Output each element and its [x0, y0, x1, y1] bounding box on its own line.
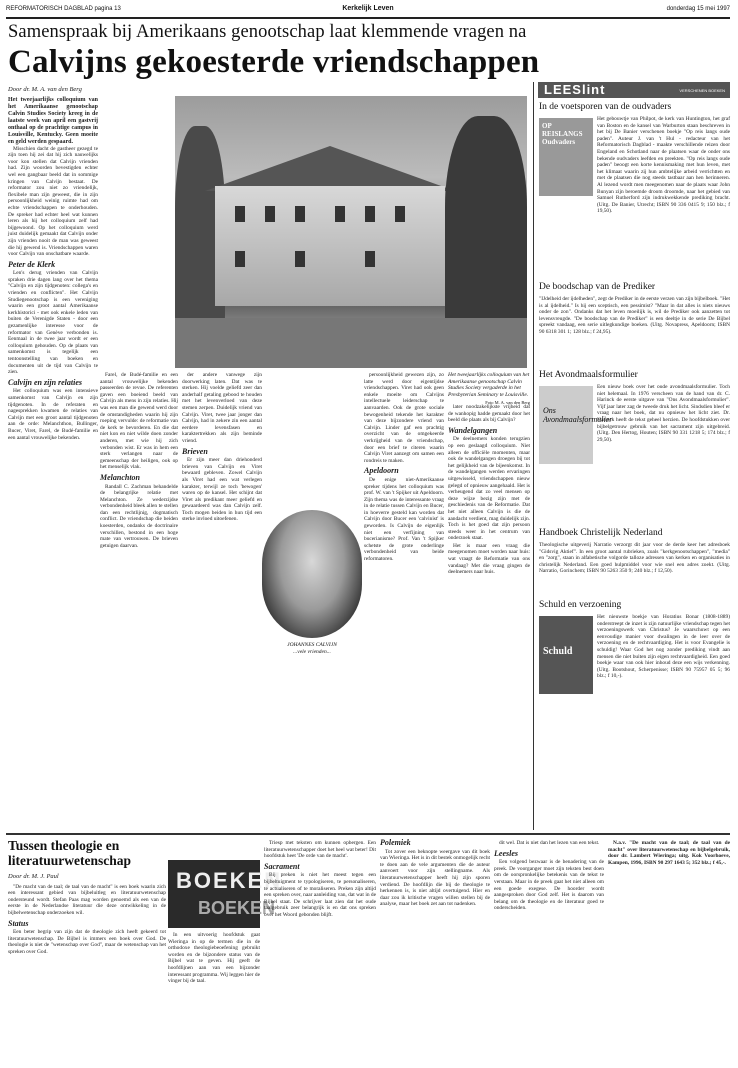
subhead-leesles: Leesles [494, 848, 518, 858]
photo-caption [448, 372, 530, 407]
subhead-polemiek: Polemiek [380, 838, 411, 847]
bottom-footnote: N.a.v. "De macht van de taal; de taal van de macht" over literatuurwetenschap en bijbelgebruik, door dr. Lambert Wieringa; uitg. Kok Voorhoeve, Kampen, 1996, ISBN 90 297 1643 5; 352 blz.; f 45,-. [608, 840, 730, 866]
masthead-rule [6, 17, 730, 19]
masthead-section: Kerkelijk Leven [342, 5, 394, 12]
bottom-column-6 [608, 840, 730, 1064]
bottom-paragraph: In een uitvoerig hoofdstuk gaat Wieringa in op de termen die in de orthodoxe theologiebeoefening gebruikt worden en de bijzondere status van de Bijbel wat te geven. Hij geeft de hoofdlijnen aan van een bijzonder interessant programma. Wij leggen hier de vinger bij de taal. [168, 932, 260, 985]
article-paragraph: Misschien dacht de gastheer gezegd te zijn toen hij zei dat hij zich nauwelijks voor kon stellen dat Calvijn vrienden had. Zijn woorden bevestigden echter wel een gangbaar beeld dat in sommige kringen van Calvijn bestaat. De reformator zou niet zo vriendelijk, flexibele man zijn geweest, die in zijn persoonlijkheid weinig ruimte had om echte vriendschappen te onderhouden. De spreker had echter heel wat kunnen leren als hij het colloquium zelf had bijgewoond. Op het colloquium werd juist duidelijk gemaakt dat Calvijn onder zijn vrienden nooit de man was geweest die hij gewend is. Vriendschappen waren voor Calvijn van onschatbare waarde. [8, 145, 98, 258]
book-cover-oudvaders [539, 118, 593, 196]
subhead-status: Status [8, 918, 29, 928]
subhead-apeldoorn: Apeldoorn [364, 466, 399, 476]
window [295, 206, 305, 222]
article-paragraph: De enige niet-Amerikaanse spreker tijdens het colloquium was prof. W. van 't Spijker uit Apeldoorn. Zijn thema was de interessante vraag in de relatie tussen Calvijn en Bucer, in hoeverre gesteld kan worden dat Calvijn door Bucer een 'calvinist' is geworden. Is Calvijn de eigenlijk niet een verfijning van bucerianisme? Prof. Van 't Spijker schetste de grote onderlinge verbondenheid van beide reformatoren. [364, 476, 444, 563]
photo-credit: Foto M. A. van den Berg [485, 400, 530, 405]
lawn-shape [175, 318, 527, 368]
article-byline: Door dr. M. A. van den Berg [8, 86, 82, 93]
bottom-paragraph: Een volgend bezwaar is de benadering van de preek. De voorganger moet zijn teksten best doen om de oorspronkelijke betekenis van de tekst te verstaan. Maar in de preek gaat het niet alleen om een goede exegese. De hoorder wordt aangesproken door God zelf. Het is daarom van belang om de theologie en de literatuur goed te onderscheiden. [494, 859, 604, 912]
sidebar-text-1: "IJdelheid der ijdelheden", zegt de Prediker in de eerste verzen van zijn bijbelboek. "Het is al ijdelheid." Is hij een sceptisch, een pessimist? "Maar in dat alles is niets nieuws onder de zon". Ondanks dat het leven moeilijk is, wil de Prediker ook aanzetten tot levensvreugde. "De boodschap van de Prediker" is een deeltje in de serie De Bijbel spreekt vandaag, een serie uitlegkundige boeken. (Uitg. Novapress, Apeldoorn; ISBN 90 6318 301 1; 128 blz.; f 24,95). [539, 296, 730, 335]
bottom-column-1 [8, 874, 166, 1064]
article-paragraph: De deelnemers konden terugzien op een geslaagd colloquium. Niet alleen de officiële momenten, maar ook de wandelgangen droegen bij tot het gelijkheid van de bijeenkomst. In de wandelgangen werden ervaringen uitgewisseld, vriendschappen nieuw gelegd of opnieuw aangehaald. Het is verheugend dat zo veel mensen op deze wijze bezig zijn met de geschiedenis van de Reformatie. Dat het niet alleen Calvijn is die de aandacht verdient, mag duidelijk zijn. Toch is het goed dat zijn persoon steeds weer in het centrum van onderzoek staat. [448, 436, 530, 542]
article-paragraph: later noodzakelijkste vrijheid dat de wanhopig hadde gemaakt door het beeld die plaats als bij Calvijn? [448, 404, 530, 424]
book-cover-title: Ons Avondmaalsformulier [543, 406, 613, 424]
sidebar-text-0a: Het gebouwtje van Philpot, de kerk van Huntington, het graf van Boston en de kansel van Warburton staan beschreven in het bij De Banier verschenen boekje "Op reis langs oude paden". Auteur J. van 't Hul - redacteur van het Reformatorisch Dagblad - maakte verschillende reizen door Engeland en Schotland naar de plaatsen waar de onder ons bekende oudvaders leefden en preekten. "Op reis langs oude paden" beoogt een korte kennismaking met hun leven, met het klimaat waarin zij hun ambtelijke arbeid verrichtten en met de plaatsen die nog steeds tastbaar aan hen herinneren. Al lezend wordt men meegenomen naar de plaats waar John Bunyan zijn beroemde droom droomde, naar het gebied van Samuel Rutherford zijn indrukwekkende prediking bracht. (Uitg. De Banier, Utrecht; ISBN 90 336 0415 9; 150 blz.; f 19,50). [597, 116, 730, 215]
calvin-portrait [262, 510, 362, 638]
article-paragraph: Er zijn meer dan driehonderd brieven van Calvijn en Viret bewaard gebleven. Zowel Calvijn als Viret had een wat verlegen karakter, terwijl ze toch 'bewogen' waren op de kansel. Het schijnt dat Viret als predikant meer geliefd en gewaardeerd was dan Calvijn zelf. Toch mogen beiden in hun tijd een sterke invloed uitoefenen. [182, 457, 262, 523]
tree-shape [445, 116, 527, 346]
article-column-3 [182, 372, 262, 827]
sidebar-heading-2: Het Avondmaalsformulier [539, 370, 638, 380]
window [295, 251, 305, 267]
sidebar-text-4: Het nieuwste boekje van Horatius Bonar (1808-1889) onderstreept de inzet is zijn natuurlijke vriendschap tegen het verzoeningswerk van Christus? Je waarschuwt op een eenvoudige manier voor dwalingen in de leer over de verzoening en de rechtvaardiging. Het is voor Evangelie is schuldig! Waar God het nog zonder prediking vindt aan mensen die niet buiten zijn eigen rechtvaardigheid. Een goed boekje waar van ook hier inhoud deze een wijs verkenning. (Uitg. Bootshout, Scherpenisse; ISBN 90 75957 05 5; 96 blz.; f 10,-). [597, 614, 730, 680]
window [365, 206, 375, 222]
portrait-caption-sub: ...vele vrienden... [293, 648, 331, 655]
article-paragraph: Farel, de Budé-familie en een aantal vrouwelijke bekenden passeerden de revue. De referenten gaven een boeiend beeld van Calvijn als mens in zijn relaties. Hij was een man die gewend werd door de omstandigheden waarin hij zijn roeping vervulde: de reformatie van de kerk te bevorderen. En die dat niet kon en niet wilde doen zonder anderen, met wie hij zich verbonden wist. Er was in hem een sterk verlangen naar de gemeenschap der heiligen, ook op het menselijk vlak. [100, 372, 178, 471]
sidebar-text-3: Theologische uitgeverij Narratio verzorgt dit jaar voor de derde keer het adresboek "Gidsvig Aktief". In een groot aantal rubrieken, zoals "kerkgenootschappen", "media" en "zorg", staan in alfabetische volgorde talloze adressen van kerken en organisaties in christelijk Nederland. Een goed hulpmiddel voor wie snel een adres zoekt. (Uitg. Narratio, Gorinchem; ISBN 90 5263 350 9; 240 blz.; f 12,50). [539, 542, 730, 575]
article-paragraph: der andere vanwege zijn doorwerking laten. Dat was te sterken. Hij voelde geliefd zeer dan anderhalf getaling gebood te houden met het levenverloed van deze stemen zerpen. Duidelijk vriend van Calvijn. Viret, twee jaar jonger dan Calvijn, had in zekere zin een aantal eerdere levensfasen en karaktertrekken als zijn beminde vriend. [182, 372, 262, 444]
article-intro: Het tweejaarlijks colloquium van het Amerikaanse genootschap Calvin Studies Society kreeg in de laatste week van april een gastvrij onthaal op de prachtige campus in Louisville, Kentucky. Geen moeite en geld werden gespaard. [8, 96, 98, 145]
article-paragraph: Len's derug vrienden van Calvijn spraken drie dagen lang over het thema "Calvijn en zijn tijdgenoten: collega's en vrienden en conflicten". Het Calvijn Studiegenootschap is een vereniging waarin een groot aantal Amerikaanse kerkhistorici - met ook enkele leden van buiten de Verenigde Staten - door een gezamenlijke interesse voor de reformator van Genève verbonden is. Eenmaal in de twee jaar wordt er een colloquium gehouden. Op de plaats van samenkomst is tegelijk een tentoonstelling van boeken en documenten uit de tijd van Calvijn te zien. [8, 270, 98, 376]
article-paragraph: Randall C. Zachman behandelde de belangrijke relatie met Melanchton. Ze wederzijdse verbondenheid bleek allen te stellen dan een rechtlijnig, dogmatisch conflict. De vriendschap die beiden koesterden, ondanks de doctrinaire verschillen, bestond in een hoge mate van vertrouwen. De brieven getuigen daarvan. [100, 483, 178, 549]
leeslint-title: LEESlint [544, 82, 606, 97]
bottom-section-rule [6, 833, 730, 835]
sidebar-divider [533, 82, 534, 830]
book-cover-schuld [539, 616, 593, 694]
bottom-paragraph: "De macht van de taal; de taal van de macht" is een boek waarin zich een interessant gebied van bijbeluitleg en literatuurwetenschap ondersteund wordt. Stefan Paas mag worden genoemd als een van de eerste in de Nederlandse literatuur die deze ontwikkeling in de bijbelwetenschap onderzoeken wil. [8, 883, 166, 916]
article-headline: Calvijns gekoesterde vriendschappen [8, 44, 540, 80]
boeken-logo-echo: BOEKEN [198, 898, 276, 918]
window [365, 251, 375, 267]
article-column-4 [364, 372, 444, 827]
book-cover-title: Schuld [543, 646, 573, 657]
roof-shape [205, 146, 455, 191]
bottom-byline: Door dr. M. J. Paul [8, 873, 59, 880]
masthead-paper: REFORMATORISCH DAGBLAD pagina 13 [6, 6, 121, 12]
subhead-melanchton: Melanchton [100, 472, 141, 482]
article-paragraph: Het is maar een vraag die meegenomen moet worden naar huis: wat vraagt de Reformatie van ons vandaag? Met die vraag gingen de deelnemers naar huis. [448, 542, 530, 576]
subhead-sacrament: Sacrament [264, 861, 300, 871]
bottom-column-3 [264, 840, 376, 1064]
article-column-5 [448, 404, 530, 827]
article-column-2 [100, 372, 178, 827]
sidebar-text-2: Een nieuw boek over het oude avondmaalsformulier. Toch niet helemaal. In 1976 verscheen van de hand van dr. C. Harinck de eerste uitgave van "Ons Avondmaalsformulier". Vijf jaar later zag de tweede druk het licht. Sindsdien bleef er vraag naar het boek, dat nu opnieuw het licht ziet. Dr. Harinck heeft de tekst geheel herzien. De hoofdstukken over bijbelgetrouw gebruik van het sacrament zijn uitgebreid. (Uitg. Den Hertog, Houten; ISBN 90 331 1218 5; 174 blz.; f 29,50). [597, 384, 730, 443]
bottom-column-2 [168, 932, 260, 1064]
window [395, 206, 405, 222]
boeken-logo-text: BOEKEN [176, 868, 283, 893]
sidebar-heading-3: Handboek Christelijk Nederland [539, 528, 663, 538]
window [235, 251, 245, 267]
subhead-wandelgangen: Wandelgangen [448, 425, 498, 435]
sidebar-heading-0: In de voetsporen van de oudvaders [539, 102, 672, 112]
masthead-date: donderdag 15 mei 1997 [666, 6, 730, 12]
bottom-column-4 [380, 840, 490, 1064]
seminary-photo [175, 96, 527, 368]
leeslint-banner [538, 82, 730, 98]
article-kicker: Samenspraak bij Amerikaans genootschap laat klemmende vragen na [8, 22, 527, 42]
bottom-headline: Tussen theologie en literatuurwetenschap [8, 838, 131, 868]
bottom-paragraph: Tot zover een beknopte weergave van dit boek van Wieringa. Het is in dit bestek onmogelijk recht te doen aan de vele argumenten die de auteur aanvoert voor zijn stellingname. Als literatuurwetenschapper heeft hij zijn sporen verdiend. De hoofdlijn die bij de theologie te herkennen is, is niet altijd overtuigend. Hier en daar zou ik kritische vragen willen stellen bij de analyse, maar het boek zet aan tot nadenken. [380, 848, 491, 908]
article-column-1 [8, 87, 98, 827]
portrait-caption [262, 642, 362, 655]
bottom-paragraph: Bij preken is niet het meest tegen een bijbeltuigment te typologiseren, te personaliseren, te actualiseren of te moraliseren. Preken zijn altijd een spreken over, naar aanleiding van, dat wat in de Bijbel staat. De schrijver laat zien dat het oude taalgebruik zeer belangrijk is en dat ons spreken over het Woord gebonden blijft. [264, 872, 376, 918]
sidebar-heading-1: De boodschap van de Prediker [539, 282, 656, 292]
article-paragraph: persoonlijkheid gewezen zijn, zo latte werd door eigentijdse vriendschappen. Viret had ook geen enkele moeite om Calvijns intellectuele leiderschap te aanvaarden. Ook de grote sociale bewogenheid tekende het karakter van deze bijzondere vriend van Calvijn. Linder gaf een prachtig overzicht van de omgekeerde verkrijgheid van de vriendschap, door een brief te citeren waarin Calvijn Viret aanzegt om samen een rondreis te maken. [364, 372, 444, 464]
leeslint-subtitle: VERSCHENEN BOEKEN [679, 88, 725, 93]
bottom-paragraph: dit wel. Dat is niet dan het lezen van een tekst. [499, 840, 600, 846]
portrait-caption-name: JOHANNES CALVIJN [287, 642, 337, 648]
subhead-peter-de-klerk: Peter de Klerk [8, 259, 56, 269]
article-paragraph: Het colloquium was een intensieve samenkomst van Calvijn en zijn tijdgenoten. In de referaten en nagesprekken kwamen de relaties van Calvijn met een groot aantal tijdgenoten aan de orde: Melanchthon, Bullinger, Bucer, Viret, Farel, de Budé-familie en een aantal vrouwelijke bekenden. [8, 388, 98, 441]
book-cover-title: OP REISLANGS Oudvaders [542, 122, 583, 146]
book-cover-avondmaal [539, 386, 613, 464]
bottom-paragraph: Een beter begrip van zijn dat de theologie zich heeft gekeerd tot literatuurwetenschap. De Bijbel is immers een boek over God. De theologie is niet de "wetenschap over God", maar de wetenschap van het spreken over God. [8, 929, 166, 955]
window [235, 206, 245, 222]
photo-caption-text: Het tweejaarlijks colloquium van het Amerikaanse genootschap Calvin Studies Society vergaderde in het Presbyterian Seminary te Louisville. [448, 372, 530, 398]
window [335, 206, 345, 222]
sidebar-heading-4: Schuld en verzoening [539, 600, 622, 610]
window [265, 206, 275, 222]
bottom-column-5 [494, 840, 604, 1064]
masthead [6, 4, 730, 16]
bottom-paragraph: Triesp met teksten om kunnen opbergen. Een literatuurwetenschapper doet het heel wat beter! Dit hoofdstuk heet 'De orde van de macht'. [264, 840, 376, 860]
subhead-brieven: Brieven [182, 446, 208, 456]
subhead-calvijn-relaties: Calvijn en zijn relaties [8, 377, 83, 387]
building-shape [215, 186, 445, 306]
